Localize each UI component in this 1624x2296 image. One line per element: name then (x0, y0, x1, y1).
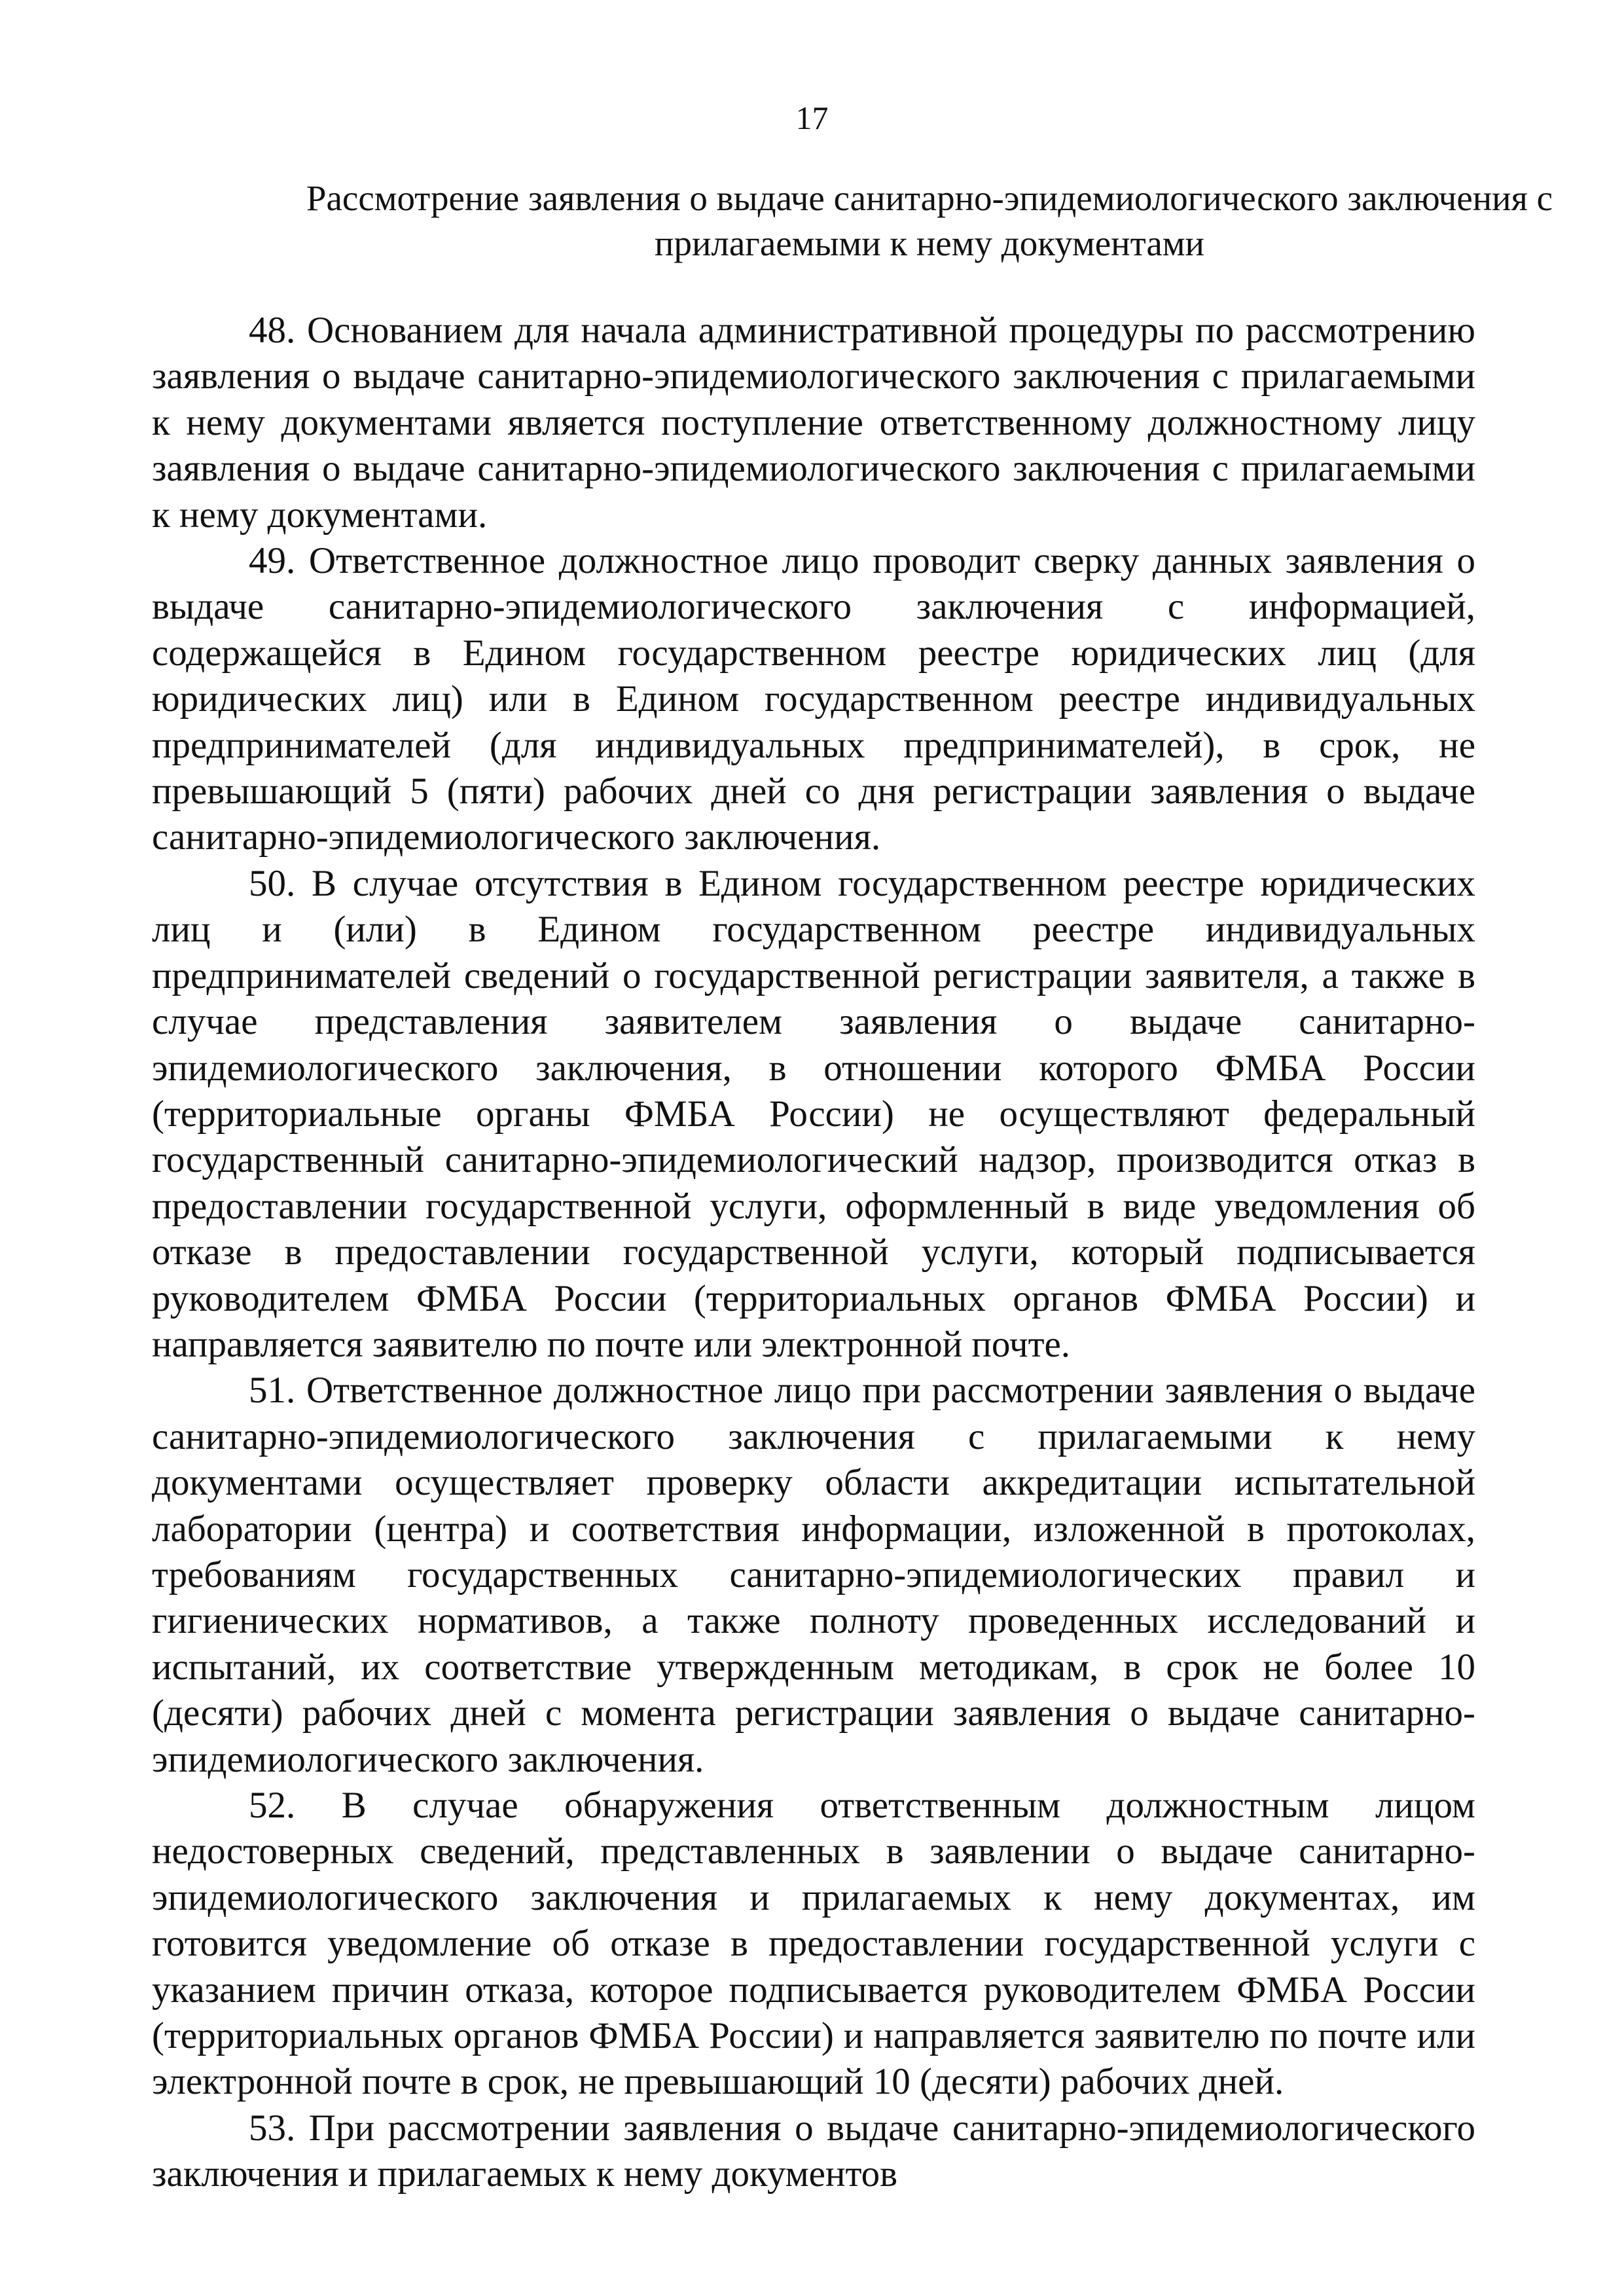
paragraph-48: 48. Основанием для начала административной процедуры по рассмотрению заявления о выдаче санитарно-эпидемиологического заключения с прилагаемыми к нему документами является поступление ответственному должностному лицу заявления о выдаче санитарно-эпидемиологического заключения с прилагаемыми к нему документами. (152, 310, 1475, 536)
body-text (152, 308, 1475, 2198)
paragraph-51: 51. Ответственное должностное лицо при рассмотрении заявления о выдаче санитарно-эпидемиологического заключения с прилагаемыми к нему документами осуществляет проверку области аккредитации испытательной лаборатории (центра) и соответствия информации, изложенной в протоколах, требованиям государственных санитарно-эпидемиологических правил и гигиенических нормативов, а также полноту проведенных исследований и испытаний, их соответствие утвержденным методикам, в срок не более 10 (десяти) рабочих дней с момента регистрации заявления о выдаче санитарно-эпидемиологического заключения. (152, 1370, 1475, 1780)
paragraph-49: 49. Ответственное должностное лицо проводит сверку данных заявления о выдаче санитарно-эпидемиологического заключения с информацией, содержащейся в Едином государственном реестре юридических лиц (для юридических лиц) или в Едином государственном реестре индивидуальных предпринимателей (для индивидуальных предпринимателей), в срок, не превышающий 5 (пяти) рабочих дней со дня регистрации заявления о выдаче санитарно-эпидемиологического заключения. (152, 540, 1475, 858)
page-number: 17 (795, 100, 829, 136)
paragraph-53: 53. При рассмотрении заявления о выдаче санитарно-эпидемиологического заключения и прилагаемых к нему документов (152, 2107, 1475, 2195)
paragraph-52: 52. В случае обнаружения ответственным должностным лицом недостоверных сведений, представленных в заявлении о выдаче санитарно-эпидемиологического заключения и прилагаемых к нему документах, им готовится уведомление об отказе в предоставлении государственной услуги с указанием причин отказа, которое подписывается руководителем ФМБА России (территориальных органов ФМБА России) и направляется заявителю по почте или электронной почте в срок, не превышающий 10 (десяти) рабочих дней. (152, 1785, 1475, 2103)
section-title: Рассмотрение заявления о выдаче санитарно-эпидемиологического заключения с прилагаемыми к нему документами (306, 178, 1553, 263)
paragraph-50: 50. В случае отсутствия в Едином государственном реестре юридических лиц и (или) в Едином государственном реестре индивидуальных предпринимателей сведений о государственной регистрации заявителя, а также в случае представления заявителем заявления о выдаче санитарно-эпидемиологического заключения, в отношении которого ФМБА России (территориальные органы ФМБА России) не осуществляют федеральный государственный санитарно-эпидемиологический надзор, производится отказ в предоставлении государственной услуги, оформленный в виде уведомления об отказе в предоставлении государственной услуги, который подписывается руководителем ФМБА России (территориальных органов ФМБА России) и направляется заявителю по почте или электронной почте. (152, 862, 1475, 1365)
